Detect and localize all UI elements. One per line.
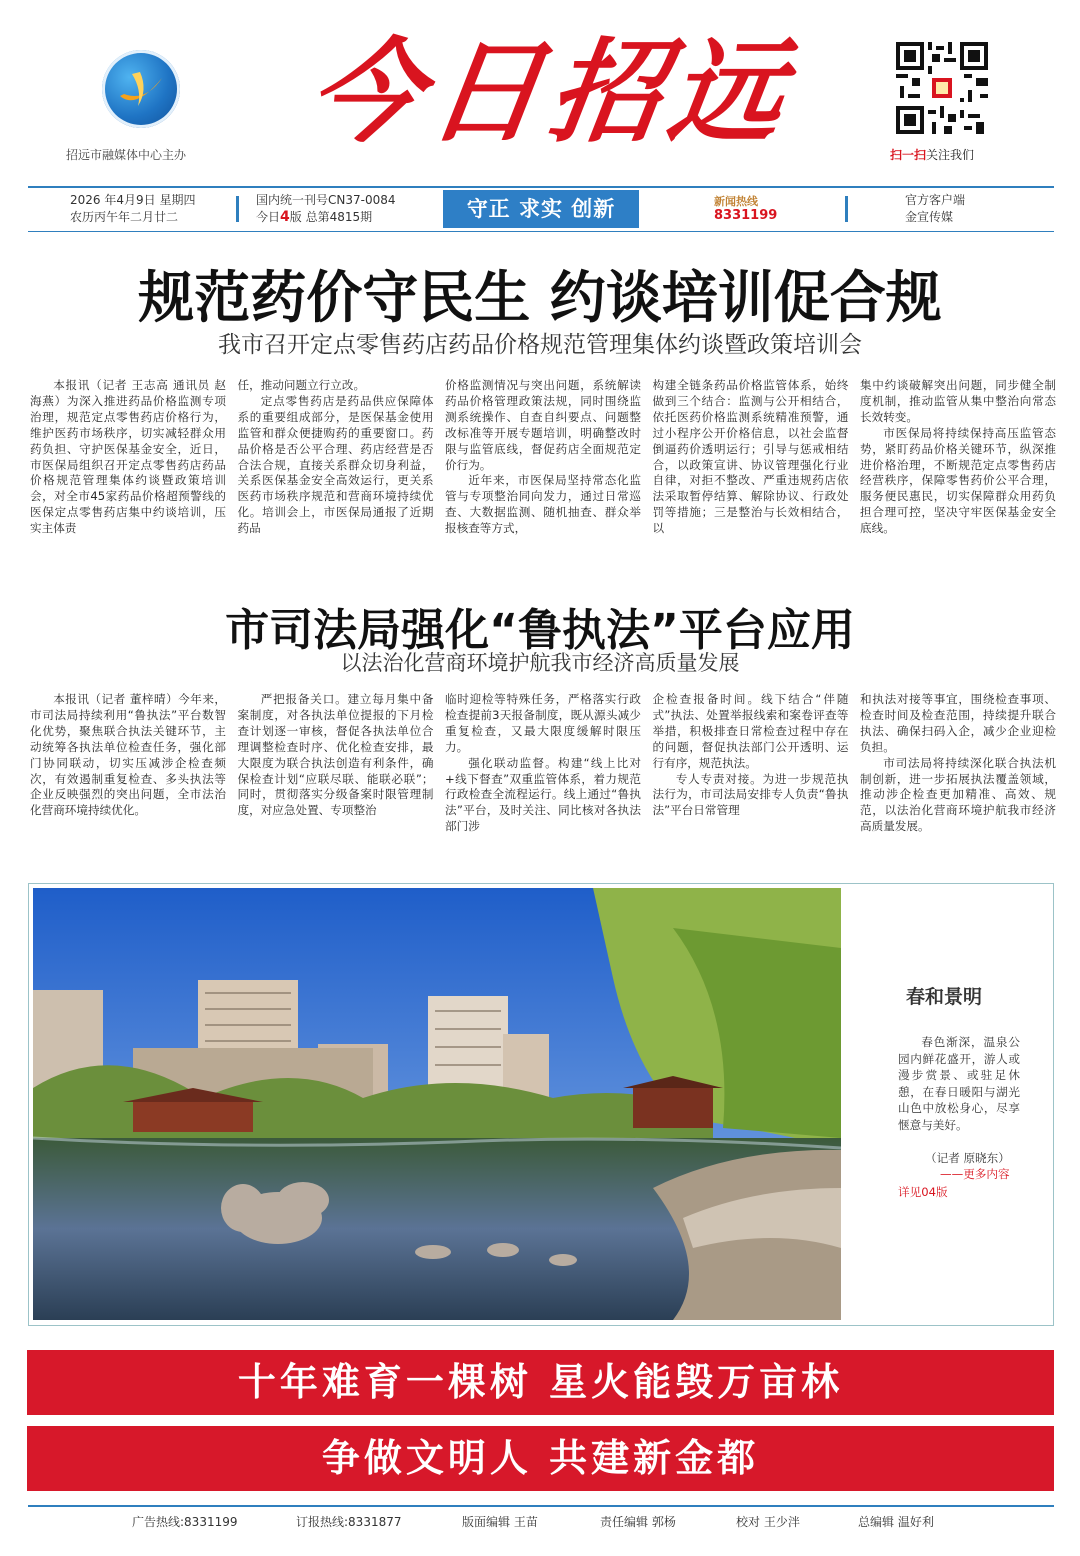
article-column: 和执法对接等事宜，围绕检查事项、检查时间及检查范围，持续提升联合执法、确保扫码入企，减少企业迎检负担。 市司法局将持续深化联合执法机制创新，进一步拓展执法覆盖领域，推动涉企检查更加精准、高效、规范，以法治化营商环境护航我市经济高质量发展。 (860, 692, 1056, 834)
article-column: 严把报备关口。建立每月集中备案制度，对各执法单位提报的下月检查计划逐一审核，督促各执法单位合理调整检查时序、优化检查安排，最大限度为联合执法创造有利条件，确保检查计划“应联尽联、能联必联”；同时，贯彻落实分级备案时限管理制度，对应急处置、专项整治 (237, 692, 434, 818)
footer-duty-editor: 责任编辑 郭杨 (600, 1515, 676, 1529)
article-column: 任，推动问题立行立改。 定点零售药店是药品供应保障体系的重要组成部分，是医保基金使用监管和群众便捷购药的重要窗口。药品价格是否公平合理、药店经营是否合法合规，直接关系群众切身利益，关系医保基金安全高效运行，更关系医药市场秩序规范和营商环境持续优化。培训会上，市医保局通报了近期药品 (237, 378, 434, 536)
masthead-rule (28, 186, 1054, 188)
more-content-link[interactable]: ——更多内容 (940, 1167, 1010, 1181)
slogan-banner-1: 十年难育一棵树 星火能毁万亩林 (27, 1350, 1054, 1415)
hotline-label: 新闻热线 (714, 195, 758, 208)
qr-code-icon (896, 42, 988, 134)
divider (236, 196, 239, 222)
slogan-badge: 守正 求实 创新 (443, 190, 639, 228)
article-2-body (30, 692, 1056, 848)
issue-date: 2026 年4月9日 星期四 农历丙午年二月廿二 (70, 193, 196, 224)
article-column: 企检查报备时间。线下结合“伴随式”执法、处置举报线索和案卷评查等举措，积极排查日常检查过程中存在的问题，督促执法部门公开透明、运行有序，规范执法。 专人专责对接。为进一步规范执法行为，市司法局安排专人负责“鲁执法”平台日常管理 (652, 692, 849, 818)
park-photo (33, 888, 841, 1320)
article-column: 价格监测情况与突出问题，系统解读药品价格管理政策法规，同时围绕监测系统操作、自查自纠要点、问题整改标准等开展专题培训，明确整改时限与监管底线，督促药店全面规范定价行为。 近年来，市医保局坚持常态化监管与专项整治同向发力，通过日常巡查、大数据监测、随机抽查、群众举报核查等方式， (445, 378, 641, 536)
issue-info: 国内统一刊号CN37-0084 今日4版 总第4815期 (256, 193, 396, 225)
article-column: 本报讯（记者 王志高 通讯员 赵海燕）为深入推进药品价格监测专项治理，规范定点零售药店价格行为，维护医药市场秩序，切实减轻群众用药负担、守护医保基金安全，近日，市医保局组织召开定点零售药店药品价格规范管理集体约谈暨政策培训会，对全市45家药品价格超预警线的医保定点零售药店集中约谈培训，压实主体责 (30, 378, 226, 536)
newspaper-title: 今日招远 (300, 27, 800, 158)
slogan-banner-2: 争做文明人 共建新金都 (27, 1426, 1054, 1491)
masthead-rule (28, 231, 1054, 232)
host-organization: 招远市融媒体中心主办 (66, 148, 187, 162)
swoosh-logo-icon (102, 50, 180, 128)
more-content-link[interactable]: 详见04版 (898, 1185, 948, 1199)
footer-proofreader: 校对 王少泮 (736, 1515, 800, 1529)
headline-2: 市司法局强化“鲁执法”平台应用 (225, 605, 855, 656)
client-info: 官方客户端 金宣传媒 (905, 193, 966, 224)
subhead-1: 我市召开定点零售药店药品价格规范管理集体约谈暨政策培训会 (218, 332, 862, 358)
article-column: 构建全链条药品价格监管体系，始终做到三个结合：监测与公开相结合，依托医药价格监测系统精准预警，通过小程序公开价格信息，以社会监督倒逼药价透明运行；引导与惩戒相结合，以政策宣讲、协议管理强化行业自律，对拒不整改、严重违规药店依法采取暂停结算、解除协议、行政处罚等措施；三是整治与长效相结合，以 (652, 378, 849, 536)
photo-caption-body: 春色渐深，温泉公园内鲜花盛开，游人或漫步赏景、或驻足休憩，在春日暖阳与湖光山色中放松身心，尽享惬意与美好。 (898, 1035, 1020, 1132)
qr-caption: 扫一扫关注我们 (890, 148, 975, 162)
footer-layout-editor: 版面编辑 王苗 (462, 1515, 538, 1529)
footer-subscribe-hotline: 订报热线:8331877 (296, 1515, 402, 1529)
article-1-body (30, 378, 1056, 564)
article-column: 临时迎检等特殊任务，严格落实行政检查提前3天报备制度，既从源头减少重复检查，又最大限度缓解时限压力。 强化联动监督。构建“线上比对+线下督查”双重监管体系，着力规范行政检查全流程运行。线上通过“鲁执法”平台，及时关注、同比核对各执法部门涉 (445, 692, 641, 834)
hotline-number: 8331199 (714, 208, 778, 223)
photo-reporter: （记者 原晓东） (925, 1151, 1010, 1165)
footer-rule (28, 1505, 1054, 1507)
photo-caption-title: 春和景明 (906, 986, 983, 1008)
divider (845, 196, 848, 222)
article-column: 集中约谈破解突出问题，同步健全制度机制，推动监管从集中整治向常态长效转变。 市医保局将持续保持高压监管态势，紧盯药品价格关键环节，纵深推进价格治理，不断规范定点零售药店经营秩序，保障零售药价公平合理，服务便民惠民，切实保障群众用药负担合理可控，坚决守牢医保基金安全底线。 (860, 378, 1056, 536)
article-column: 本报讯（记者 董梓晴）今年来，市司法局持续利用“鲁执法”平台数智化优势，聚焦联合执法关键环节，主动统筹各执法单位检查任务，强化部门协同联动，切实压减涉企检查频次，有效遏制重复检查、多头执法等企业反映强烈的突出问题，全市法治化营商环境持续优化。 (30, 692, 226, 818)
headline-1: 规范药价守民生 约谈培训促合规 (138, 266, 942, 331)
footer-chief-editor: 总编辑 温好利 (858, 1515, 934, 1529)
footer-ad-hotline: 广告热线:8331199 (132, 1515, 238, 1529)
subhead-2: 以法治化营商环境护航我市经济高质量发展 (340, 651, 740, 675)
